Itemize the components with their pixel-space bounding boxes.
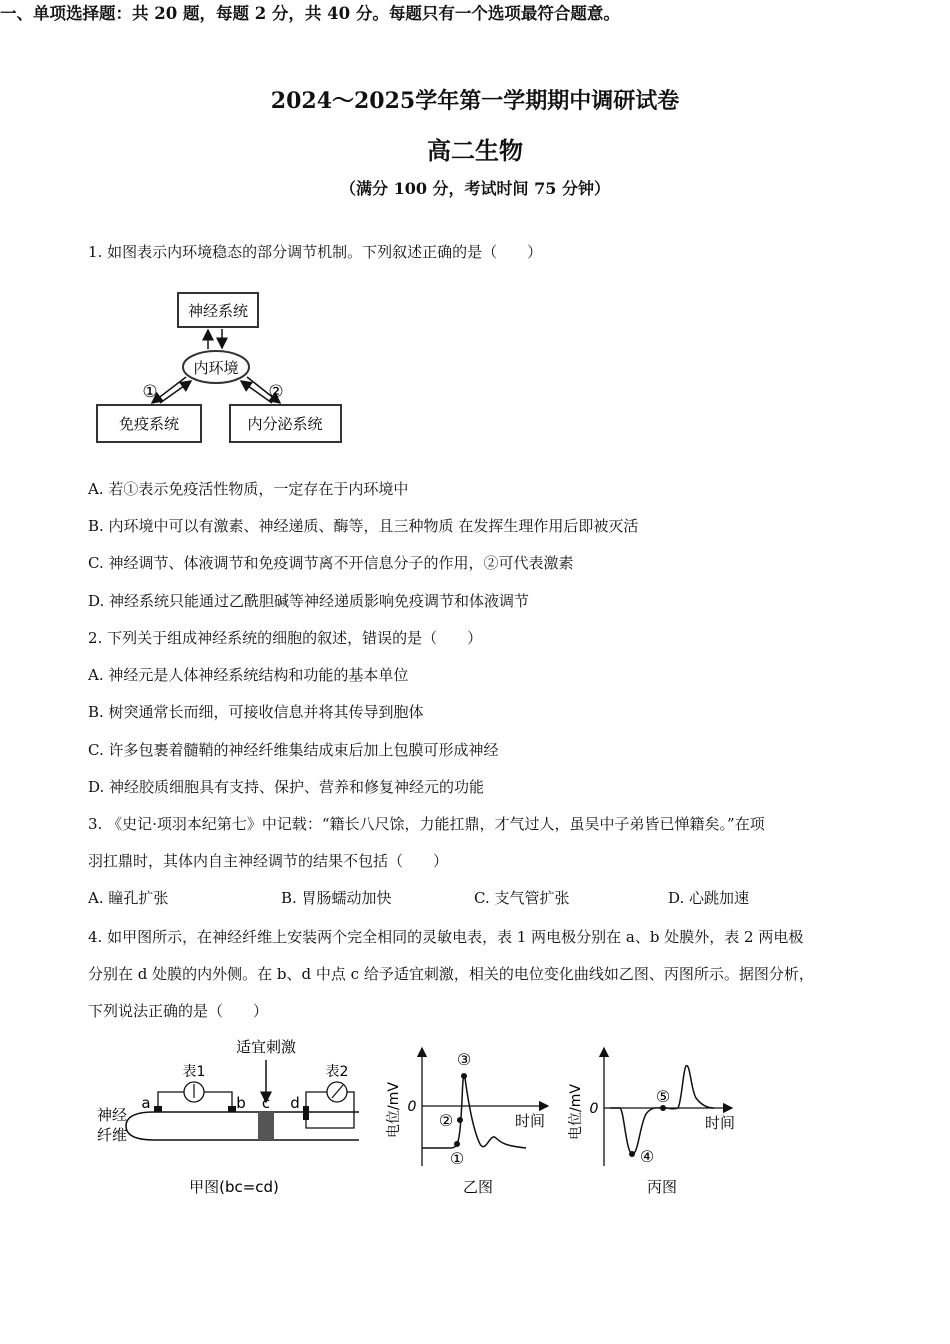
q4-stem-line2: 分别在 d 处膜的内外侧。在 b、d 中点 c 给予适宜刺激，相关的电位变化曲线如乙图、丙图所示。据图分析， (88, 965, 814, 983)
bing-mark-5: ⑤ (655, 1087, 671, 1106)
yi-mark-2: ② (438, 1111, 454, 1130)
q3-stem-line1: 3. 《史记·项羽本纪第七》中记载：“籍长八尺馀，力能扛鼎，才气过人，虽吴中子弟皆已惮籍矣。”在项 (88, 815, 765, 833)
yi-zero-label: 0 (407, 1099, 417, 1115)
q3-stem-line2: 羽扛鼎时，其体内自主神经调节的结果不包括（ ） (88, 852, 449, 870)
internal-environment-label: 内环境 (193, 359, 239, 377)
yi-curve (422, 1074, 526, 1148)
bing-mark-4: ④ (639, 1147, 655, 1166)
yi-point-1 (454, 1141, 460, 1147)
stimulus-site-c (258, 1112, 274, 1140)
fiber-outline (126, 1112, 359, 1140)
section-heading: 一、单项选择题：共 20 题，每题 2 分，共 40 分。每题只有一个选项最符合题意。 (0, 4, 620, 23)
q3-option-a: A. 瞳孔扩张 (88, 889, 169, 907)
exam-note: （满分 100 分，考试时间 75 分钟） (340, 179, 610, 198)
fiber-label-1: 神经 (96, 1106, 128, 1124)
bing-x-label: 时间 (704, 1114, 736, 1132)
yi-x-label: 时间 (514, 1112, 546, 1130)
figure-bing-caption: 丙图 (646, 1178, 678, 1196)
q3-option-c: C. 支气管扩张 (474, 889, 570, 907)
yi-mark-1: ① (449, 1149, 465, 1168)
yi-point-2 (457, 1117, 463, 1123)
endocrine-system-label: 内分泌系统 (247, 415, 323, 433)
q4-stem-line3: 下列说法正确的是（ ） (88, 1002, 269, 1020)
mark-2: ② (268, 382, 284, 402)
nervous-system-label: 神经系统 (187, 302, 249, 320)
mark-1: ① (142, 382, 158, 402)
q2-option-c: C. 许多包裹着髓鞘的神经纤维集结成束后加上包膜可形成神经 (88, 741, 499, 759)
exam-title: 2024～2025学年第一学期期中调研试卷 (270, 88, 680, 114)
q2-option-b: B. 树突通常长而细，可接收信息并将其传导到胞体 (88, 703, 424, 721)
q1-diagram (90, 285, 350, 450)
figure-bing (562, 1040, 742, 1202)
point-a-label: a (141, 1094, 151, 1112)
electrode-d (303, 1106, 309, 1120)
immune-system-label: 免疫系统 (118, 415, 180, 433)
bing-zero-label: 0 (589, 1101, 599, 1117)
figure-jia-caption: 甲图(bc=cd) (189, 1178, 279, 1196)
meter2-label: 表2 (325, 1064, 349, 1080)
yi-point-3 (461, 1073, 467, 1079)
q3-option-d: D. 心跳加速 (668, 889, 750, 907)
q3-option-b: B. 胃肠蠕动加快 (281, 889, 392, 907)
q1-stem: 1. 如图表示内环境稳态的部分调节机制。下列叙述正确的是（ ） (88, 243, 543, 261)
exam-subject: 高二生物 (427, 136, 523, 165)
yi-y-label: 电位/mV (386, 1082, 402, 1138)
q1-option-c: C. 神经调节、体液调节和免疫调节离不开信息分子的作用，②可代表激素 (88, 554, 574, 572)
point-c-label: c (261, 1094, 271, 1112)
q1-option-d: D. 神经系统只能通过乙酰胆碱等神经递质影响免疫调节和体液调节 (88, 592, 530, 610)
point-d-label: d (290, 1094, 300, 1112)
point-b-label: b (236, 1094, 246, 1112)
meter1-label: 表1 (182, 1064, 206, 1080)
bing-point-4 (629, 1151, 635, 1157)
q2-stem: 2. 下列关于组成神经系统的细胞的叙述，错误的是（ ） (88, 629, 483, 647)
q2-option-a: A. 神经元是人体神经系统结构和功能的基本单位 (88, 666, 409, 684)
q4-stem-line1: 4. 如甲图所示，在神经纤维上安装两个完全相同的灵敏电表，表 1 两电极分别在 a、b 处膜外，表 2 两电极 (88, 928, 804, 946)
q1-option-a: A. 若①表示免疫活性物质，一定存在于内环境中 (88, 480, 409, 498)
yi-mark-3: ③ (456, 1050, 472, 1069)
bing-y-label: 电位/mV (568, 1084, 584, 1140)
electrode-a (154, 1106, 162, 1112)
figure-jia (84, 1032, 384, 1202)
figure-yi-caption: 乙图 (462, 1178, 494, 1196)
q1-option-b: B. 内环境中可以有激素、神经递质、酶等，且三种物质 在发挥生理作用后即被灭活 (88, 517, 639, 535)
electrode-b (228, 1106, 236, 1112)
stimulus-label: 适宜刺激 (235, 1038, 297, 1056)
q2-option-d: D. 神经胶质细胞具有支持、保护、营养和修复神经元的功能 (88, 778, 485, 796)
fiber-label-2: 纤维 (96, 1126, 128, 1144)
figure-yi (378, 1040, 558, 1202)
